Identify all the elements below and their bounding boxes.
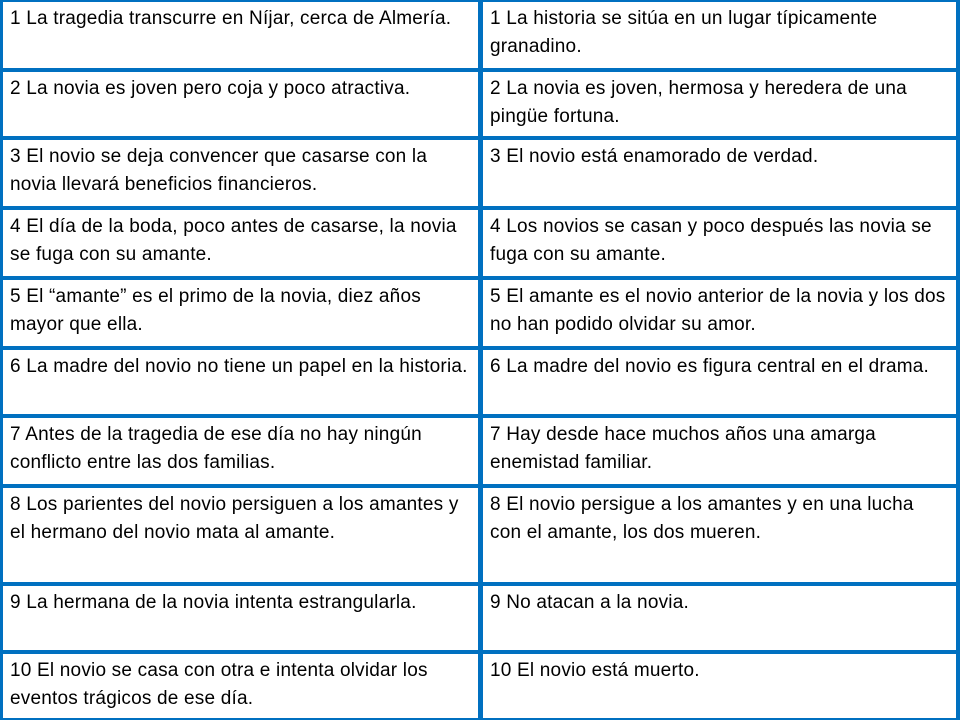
table-cell-left-5: 5 El “amante” es el primo de la novia, diez años mayor que ella. bbox=[0, 278, 481, 348]
table-cell-right-7: 7 Hay desde hace muchos años una amarga enemistad familiar. bbox=[481, 416, 960, 486]
table-cell-right-6: 6 La madre del novio es figura central en el drama. bbox=[481, 348, 960, 416]
table-cell-left-7: 7 Antes de la tragedia de ese día no hay ningún conflicto entre las dos familias. bbox=[0, 416, 481, 486]
table-cell-right-5: 5 El amante es el novio anterior de la novia y los dos no han podido olvidar su amor. bbox=[481, 278, 960, 348]
table-cell-left-2: 2 La novia es joven pero coja y poco atractiva. bbox=[0, 70, 481, 138]
table-cell-left-3: 3 El novio se deja convencer que casarse con la novia llevará beneficios financieros. bbox=[0, 138, 481, 208]
table-cell-left-4: 4 El día de la boda, poco antes de casarse, la novia se fuga con su amante. bbox=[0, 208, 481, 278]
table-cell-right-9: 9 No atacan a la novia. bbox=[481, 584, 960, 652]
table-cell-right-3: 3 El novio está enamorado de verdad. bbox=[481, 138, 960, 208]
table-cell-left-1: 1 La tragedia transcurre en Níjar, cerca de Almería. bbox=[0, 0, 481, 70]
table-cell-right-10: 10 El novio está muerto. bbox=[481, 652, 960, 720]
table-cell-right-2: 2 La novia es joven, hermosa y heredera de una pingüe fortuna. bbox=[481, 70, 960, 138]
table-cell-left-8: 8 Los parientes del novio persiguen a los amantes y el hermano del novio mata al amante. bbox=[0, 486, 481, 584]
table-cell-right-8: 8 El novio persigue a los amantes y en una lucha con el amante, los dos mueren. bbox=[481, 486, 960, 584]
table-cell-right-1: 1 La historia se sitúa en un lugar típicamente granadino. bbox=[481, 0, 960, 70]
table-cell-right-4: 4 Los novios se casan y poco después las novia se fuga con su amante. bbox=[481, 208, 960, 278]
table-cell-left-10: 10 El novio se casa con otra e intenta olvidar los eventos trágicos de ese día. bbox=[0, 652, 481, 720]
table-cell-left-9: 9 La hermana de la novia intenta estrangularla. bbox=[0, 584, 481, 652]
table-cell-left-6: 6 La madre del novio no tiene un papel en la historia. bbox=[0, 348, 481, 416]
